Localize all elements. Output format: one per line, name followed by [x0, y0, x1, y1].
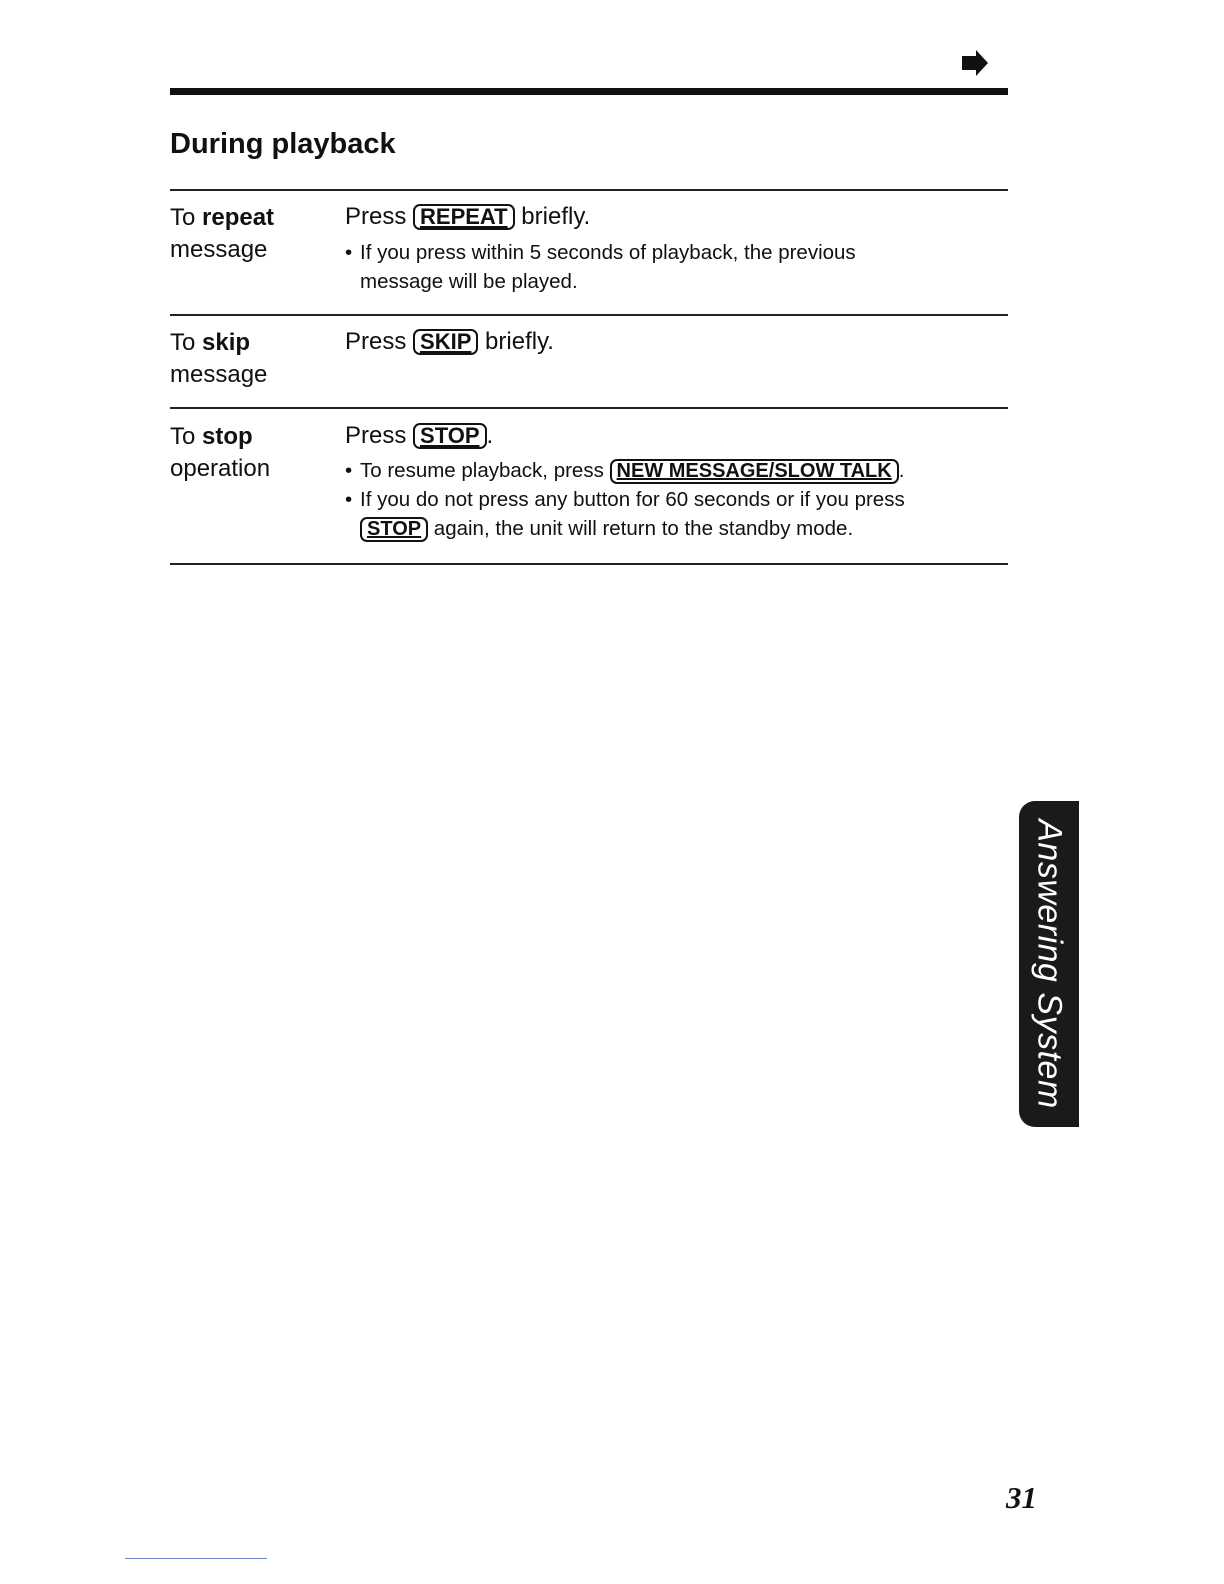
press-suffix: briefly.: [514, 203, 591, 230]
new-message-slow-talk-key: NEW MESSAGE/SLOW TALK: [610, 459, 899, 484]
note-standby: [345, 485, 1005, 543]
repeat-key: REPEAT: [413, 204, 515, 230]
note-resume: [345, 456, 1005, 485]
row-label-repeat: [170, 202, 274, 266]
table-rule: [170, 314, 1008, 316]
table-rule-top: [170, 189, 1008, 191]
bullet-icon: •: [345, 459, 353, 482]
section-tab: [1019, 801, 1079, 1127]
section-tab-label: Answering System: [1030, 819, 1069, 1109]
note-suffix: .: [898, 459, 905, 482]
bullet-icon: •: [345, 241, 353, 264]
label-action: skip: [202, 329, 251, 356]
press-instruction-stop: [345, 421, 493, 451]
header-rule: [170, 88, 1008, 95]
stop-key: STOP: [413, 423, 487, 449]
press-text: Press: [345, 328, 414, 355]
press-instruction-repeat: [345, 202, 590, 232]
press-suffix: .: [486, 422, 494, 449]
label-prefix: To: [170, 204, 203, 231]
label-object: message: [170, 236, 268, 263]
page-number: 31: [1006, 1480, 1037, 1515]
press-instruction-skip: [345, 327, 554, 357]
stop-key: STOP: [360, 517, 428, 542]
footer-rule: [125, 1558, 267, 1559]
table-rule: [170, 407, 1008, 409]
press-text: Press: [345, 203, 414, 230]
note-text: If you press within 5 seconds of playback, the previous: [360, 241, 856, 264]
skip-key: SKIP: [413, 329, 478, 355]
note-continuation: [345, 514, 1005, 543]
note-text: If you do not press any button for 60 seconds or if you press: [360, 488, 905, 511]
note-text: To resume playback, press: [360, 459, 610, 482]
row-label-stop: [170, 421, 270, 485]
label-prefix: To: [170, 329, 203, 356]
note-repeat: [345, 238, 1005, 296]
note-continuation: message will be played.: [360, 270, 578, 293]
press-suffix: briefly.: [478, 328, 554, 355]
label-object: message: [170, 361, 268, 388]
label-action: repeat: [202, 204, 275, 231]
row-label-skip: [170, 327, 267, 391]
press-text: Press: [345, 422, 414, 449]
table-rule-bottom: [170, 563, 1008, 565]
arrow-right-icon: [958, 48, 990, 78]
label-object: operation: [170, 455, 271, 482]
label-action: stop: [202, 423, 253, 450]
label-prefix: To: [170, 423, 203, 450]
section-title: During playback: [170, 128, 396, 160]
note-suffix: again, the unit will return to the standby mode.: [428, 517, 854, 540]
bullet-icon: •: [345, 488, 353, 511]
